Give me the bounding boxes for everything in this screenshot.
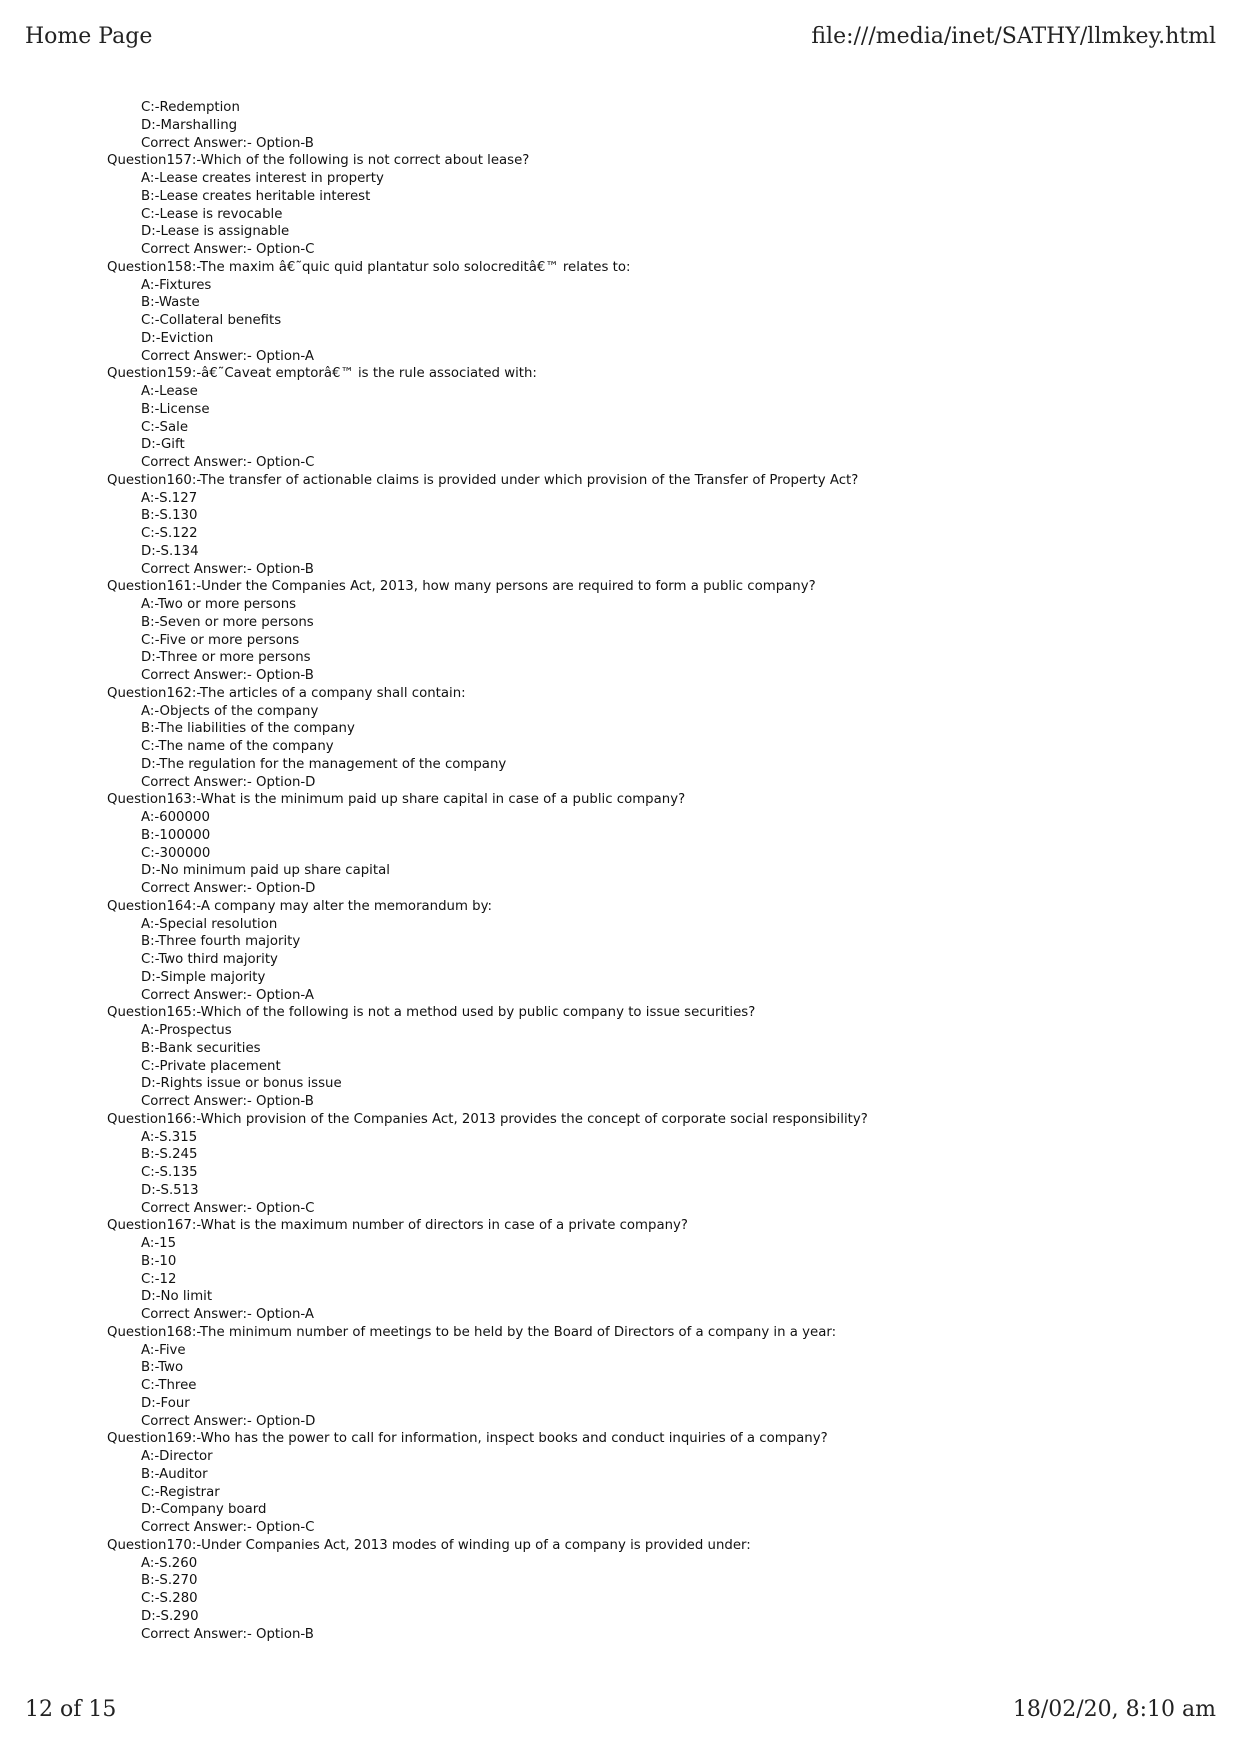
answer-line: Correct Answer:- Option-A bbox=[141, 348, 314, 364]
option-line: A:-Lease bbox=[141, 384, 198, 399]
page-footer-count: 12 of 15 bbox=[25, 1697, 117, 1722]
page-footer-timestamp: 18/02/20, 8:10 am bbox=[1012, 1697, 1216, 1722]
option-line: A:-Five bbox=[141, 1342, 186, 1358]
option-line: A:-Special resolution bbox=[141, 916, 278, 932]
option-line: A:-S.315 bbox=[141, 1129, 198, 1145]
option-line: D:-Three or more persons bbox=[141, 650, 311, 666]
question-text: Question161:-Under the Companies Act, 2013, how many persons are required to form a public company? bbox=[107, 579, 816, 595]
answer-line: Correct Answer:- Option-B bbox=[141, 135, 314, 151]
option-line: D:-No minimum paid up share capital bbox=[141, 863, 390, 879]
question-text: Question170:-Under Companies Act, 2013 modes of winding up of a company is provided under: bbox=[107, 1537, 751, 1553]
answer-line: Correct Answer:- Option-B bbox=[141, 668, 314, 683]
answer-line: Correct Answer:- Option-C bbox=[141, 1520, 315, 1535]
option-line: B:-License bbox=[141, 401, 210, 417]
option-line: D:-S.513 bbox=[141, 1182, 199, 1198]
option-line: D:-S.290 bbox=[141, 1608, 199, 1624]
option-line: A:-S.127 bbox=[141, 490, 198, 506]
question-text: Question159:-â€˜Caveat emptorâ€™ is the rule associated with: bbox=[107, 366, 537, 382]
answer-line: Correct Answer:- Option-C bbox=[141, 242, 315, 257]
option-line: A:-Prospectus bbox=[141, 1023, 232, 1038]
option-line: B:-Auditor bbox=[141, 1466, 208, 1482]
option-line: B:-S.245 bbox=[141, 1147, 198, 1163]
option-line: A:-15 bbox=[141, 1236, 177, 1251]
question-list bbox=[107, 99, 1207, 1643]
option-line: D:-No limit bbox=[141, 1289, 213, 1305]
option-line: D:-Rights issue or bonus issue bbox=[141, 1076, 342, 1092]
question-text: Question167:-What is the maximum number of directors in case of a private company? bbox=[107, 1218, 688, 1234]
option-line: C:-The name of the company bbox=[141, 739, 334, 754]
option-line: A:-S.260 bbox=[141, 1555, 198, 1571]
page-header-title: Home Page bbox=[25, 24, 153, 49]
question-text: Question164:-A company may alter the memorandum by: bbox=[107, 898, 492, 914]
answer-line: Correct Answer:- Option-A bbox=[141, 1307, 314, 1322]
answer-line: Correct Answer:- Option-C bbox=[141, 455, 315, 470]
option-line: D:-Simple majority bbox=[141, 969, 266, 985]
option-line: A:-Director bbox=[141, 1449, 213, 1464]
option-line: A:-Lease creates interest in property bbox=[141, 171, 384, 186]
option-line: B:-Lease creates heritable interest bbox=[141, 188, 371, 204]
option-line: B:-S.270 bbox=[141, 1573, 198, 1589]
option-line: B:-S.130 bbox=[141, 508, 198, 524]
option-line: C:-300000 bbox=[141, 845, 211, 861]
answer-line: Correct Answer:- Option-D bbox=[141, 881, 316, 896]
option-line: D:-Marshalling bbox=[141, 117, 238, 133]
question-text: Question166:-Which provision of the Companies Act, 2013 provides the concept of corporate social responsibility? bbox=[107, 1111, 868, 1127]
question-text: Question165:-Which of the following is not a method used by public company to issue securities? bbox=[107, 1005, 756, 1021]
option-line: A:-Objects of the company bbox=[141, 703, 319, 719]
option-line: C:-Redemption bbox=[141, 100, 240, 115]
option-line: D:-Eviction bbox=[141, 330, 214, 346]
option-line: D:-Lease is assignable bbox=[141, 224, 290, 240]
option-line: B:-Seven or more persons bbox=[141, 614, 314, 630]
option-line: D:-The regulation for the management of the company bbox=[141, 756, 507, 772]
option-line: B:-Two bbox=[141, 1360, 184, 1376]
option-line: D:-S.134 bbox=[141, 543, 199, 559]
answer-line: Correct Answer:- Option-B bbox=[141, 561, 314, 577]
question-text: Question157:-Which of the following is not correct about lease? bbox=[107, 153, 530, 169]
option-line: D:-Company board bbox=[141, 1502, 267, 1518]
option-line: C:-Lease is revocable bbox=[141, 206, 283, 222]
option-line: B:-Bank securities bbox=[141, 1040, 261, 1056]
option-line: A:-Fixtures bbox=[141, 277, 212, 293]
answer-line: Correct Answer:- Option-B bbox=[141, 1626, 314, 1642]
answer-line: Correct Answer:- Option-A bbox=[141, 987, 314, 1003]
option-line: B:-The liabilities of the company bbox=[141, 721, 355, 737]
answer-line: Correct Answer:- Option-C bbox=[141, 1200, 315, 1216]
question-text: Question162:-The articles of a company shall contain: bbox=[107, 685, 466, 701]
option-line: C:-Sale bbox=[141, 419, 189, 435]
option-line: B:-Three fourth majority bbox=[141, 934, 301, 950]
answer-line: Correct Answer:- Option-D bbox=[141, 774, 316, 790]
option-line: B:-10 bbox=[141, 1253, 177, 1269]
option-line: B:-100000 bbox=[141, 827, 211, 843]
option-line: B:-Waste bbox=[141, 295, 200, 311]
option-line: C:-Private placement bbox=[141, 1058, 281, 1074]
question-text: Question158:-The maxim â€˜quic quid plantatur solo solocreditâ€™ relates to: bbox=[107, 259, 631, 275]
option-line: D:-Gift bbox=[141, 437, 185, 453]
option-line: C:-Collateral benefits bbox=[141, 313, 282, 328]
option-line: C:-S.280 bbox=[141, 1591, 198, 1606]
answer-line: Correct Answer:- Option-B bbox=[141, 1094, 314, 1109]
option-line: A:-Two or more persons bbox=[141, 597, 297, 612]
option-line: C:-Two third majority bbox=[141, 952, 278, 967]
question-text: Question169:-Who has the power to call for information, inspect books and conduct inquiries of a company? bbox=[107, 1431, 828, 1447]
option-line: A:-600000 bbox=[141, 810, 210, 825]
answer-line: Correct Answer:- Option-D bbox=[141, 1413, 316, 1429]
option-line: C:-S.135 bbox=[141, 1165, 198, 1180]
question-text: Question168:-The minimum number of meetings to be held by the Board of Directors of a company in a year: bbox=[107, 1324, 837, 1340]
option-line: C:-Registrar bbox=[141, 1484, 220, 1500]
option-line: C:-Three bbox=[141, 1378, 197, 1393]
option-line: C:-12 bbox=[141, 1271, 177, 1287]
option-line: D:-Four bbox=[141, 1395, 190, 1411]
question-text: Question160:-The transfer of actionable claims is provided under which provision of the Transfer of Property Act? bbox=[107, 472, 859, 488]
page-header-url: file:///media/inet/SATHY/llmkey.html bbox=[811, 24, 1216, 49]
question-text: Question163:-What is the minimum paid up share capital in case of a public company? bbox=[107, 792, 686, 808]
option-line: C:-Five or more persons bbox=[141, 632, 300, 648]
option-line: C:-S.122 bbox=[141, 526, 198, 541]
